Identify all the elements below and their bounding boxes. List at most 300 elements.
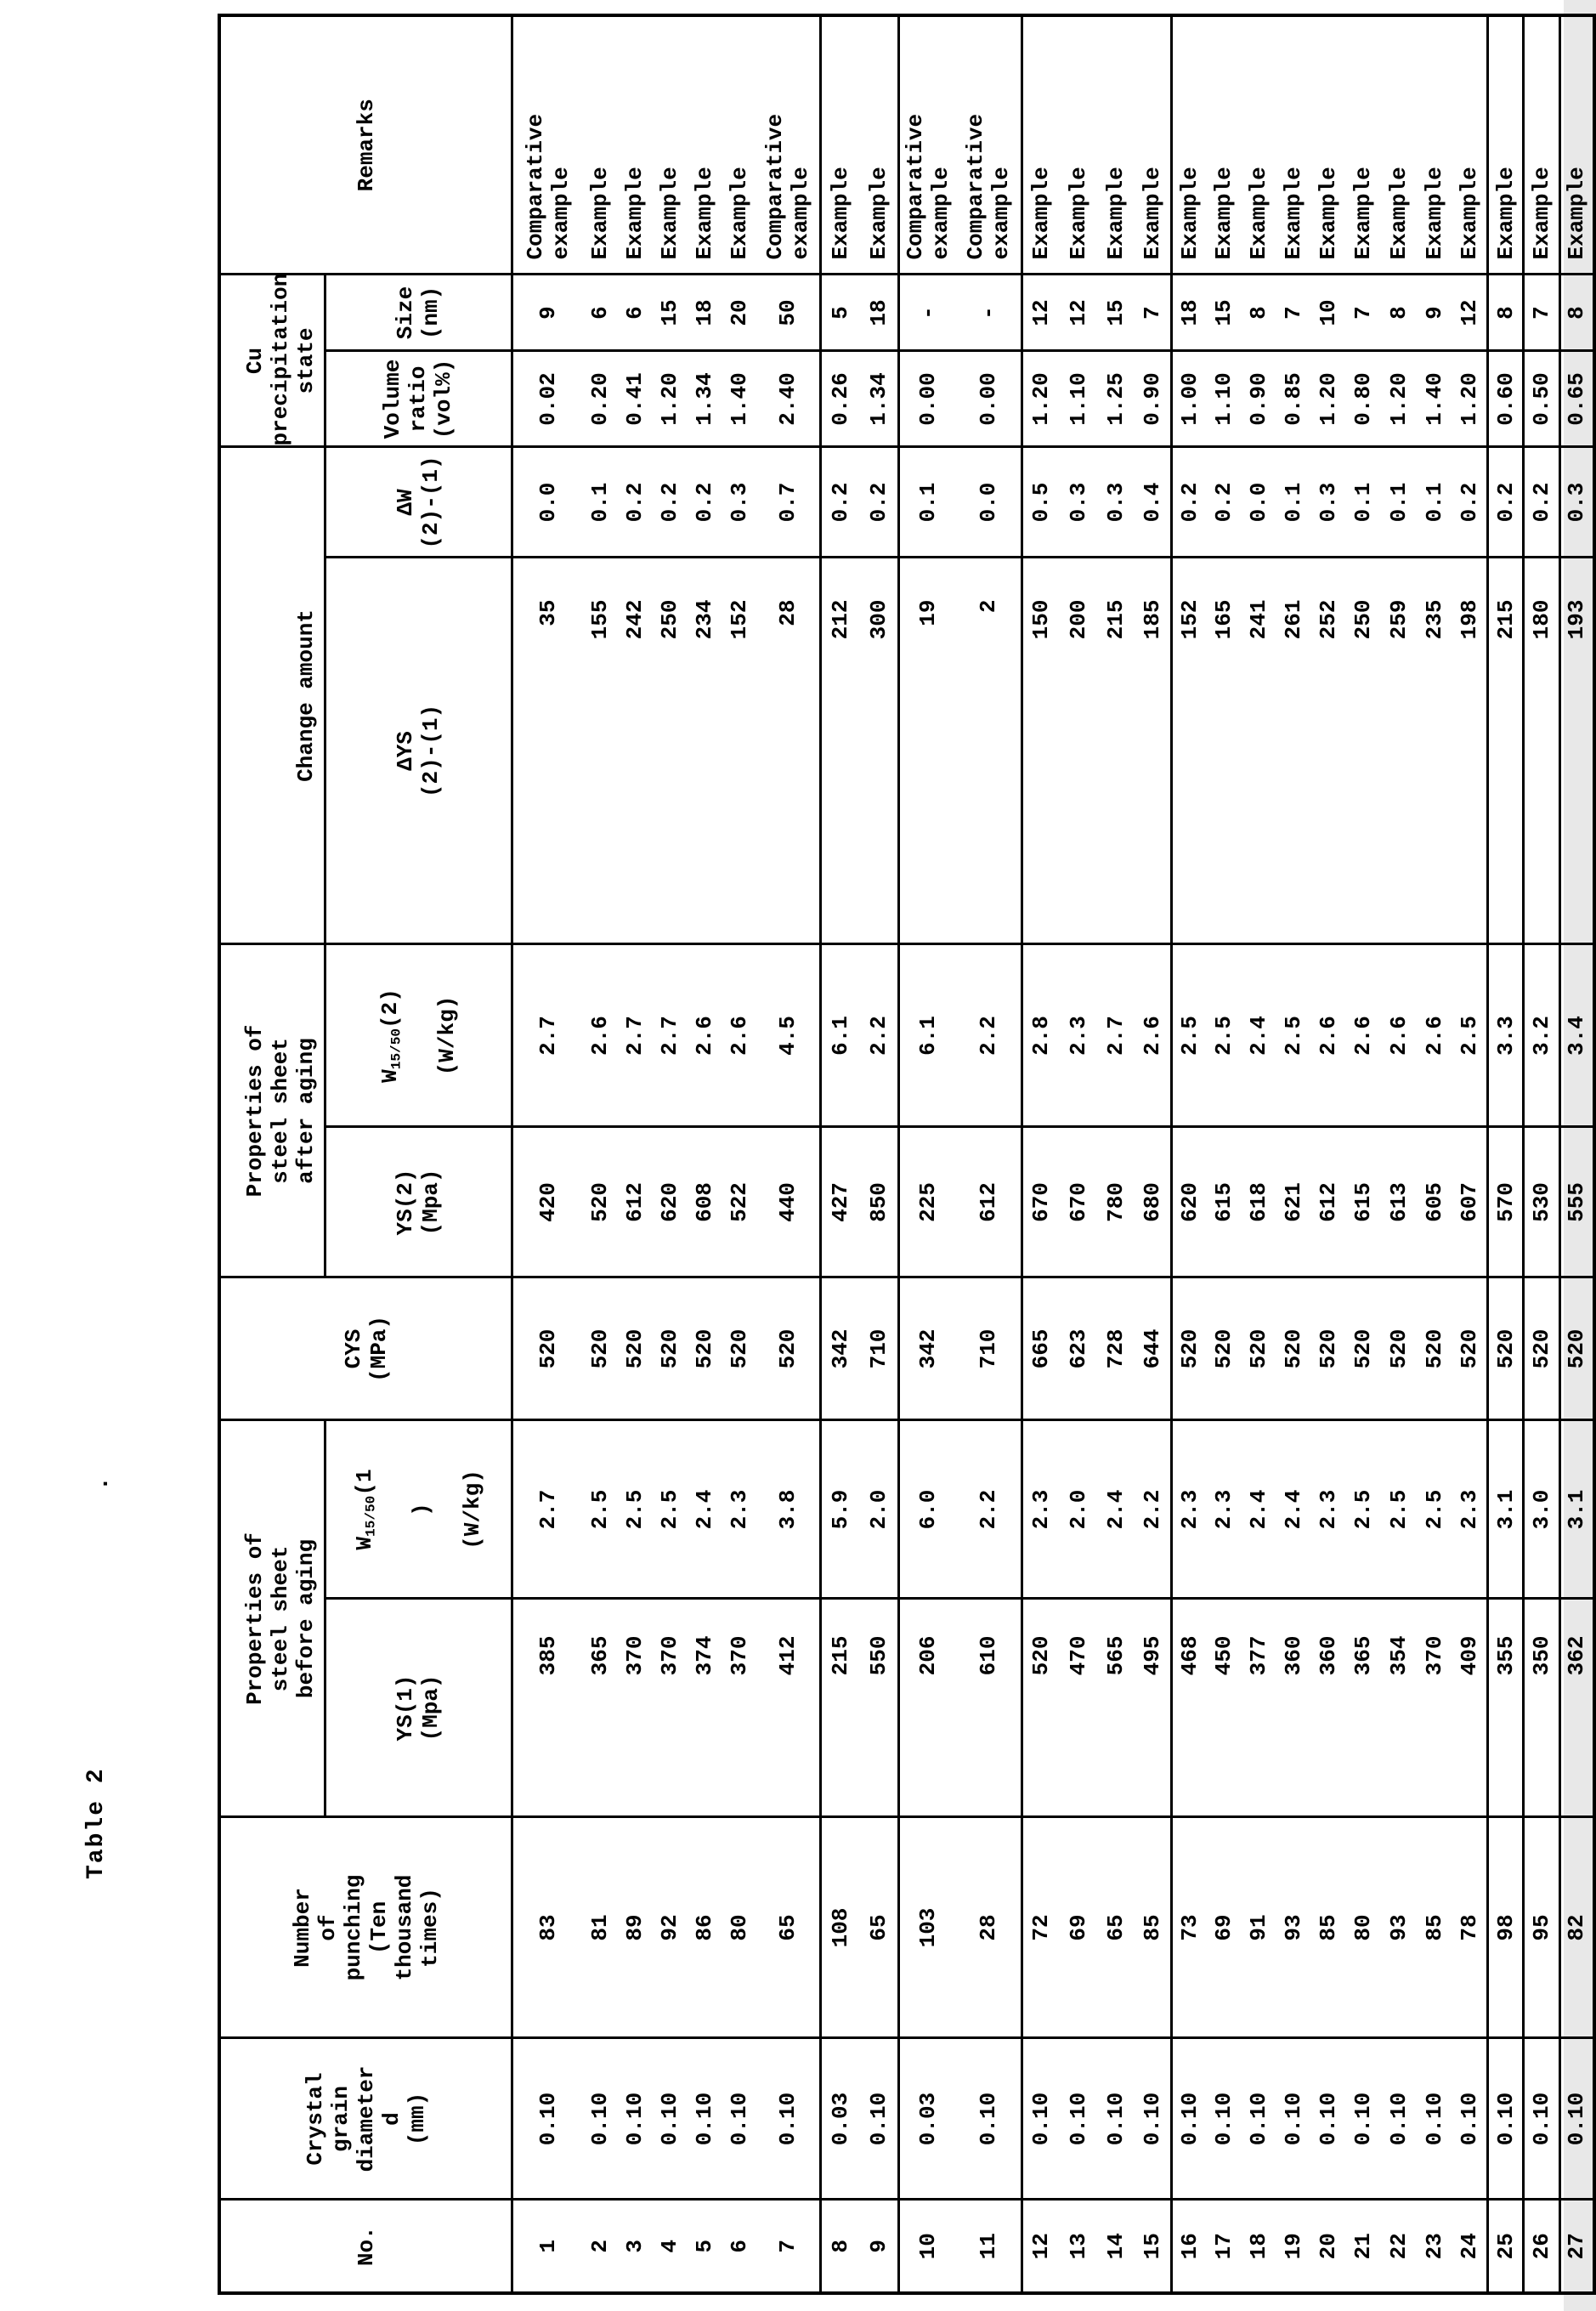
table-cell: 0.85 <box>1276 351 1311 447</box>
table-cell: 520 <box>688 1277 722 1420</box>
table-cell: 73 <box>1172 1817 1207 2038</box>
table-cell: Example <box>1524 15 1560 275</box>
table-cell: 3.1 <box>1488 1420 1524 1599</box>
table-body <box>512 15 1594 2293</box>
table-cell: 193 <box>1560 558 1594 944</box>
table-cell: 0.10 <box>653 2038 688 2200</box>
table-cell: 0.65 <box>1560 351 1594 447</box>
table-cell: 612 <box>957 1127 1022 1277</box>
table-cell: 2.6 <box>1417 944 1452 1127</box>
table-cell: 2.5 <box>1346 1420 1381 1599</box>
table-cell: 522 <box>722 1127 757 1277</box>
table-cell: Example <box>1381 15 1417 275</box>
table-cell: 0.2 <box>821 447 860 558</box>
table-cell: - <box>957 275 1022 351</box>
table-cell: 18 <box>1242 2200 1276 2293</box>
table-cell: 155 <box>583 558 618 944</box>
table-cell: Example <box>1346 15 1381 275</box>
table-cell: 374 <box>688 1599 722 1817</box>
table-cell: 365 <box>1346 1599 1381 1817</box>
table-cell: 27 <box>1560 2200 1594 2293</box>
table-cell: 0.10 <box>1381 2038 1417 2200</box>
table-cell: 665 <box>1022 1277 1060 1420</box>
table-cell: 7 <box>1346 275 1381 351</box>
table-cell: 92 <box>653 1817 688 2038</box>
table-cell: 5 <box>821 275 860 351</box>
table-cell: 7 <box>757 2200 821 2293</box>
table-cell: 5.9 <box>821 1420 860 1599</box>
table-cell: 241 <box>1242 558 1276 944</box>
col-header-ys2: YS(2) (Mpa) <box>325 1127 512 1277</box>
table-cell: 10 <box>899 2200 957 2293</box>
table-cell: 409 <box>1452 1599 1488 1817</box>
table-cell: 19 <box>1276 2200 1311 2293</box>
table-cell: 2.5 <box>1417 1420 1452 1599</box>
col-header-ys1: YS(1) (Mpa) <box>325 1599 512 1817</box>
table-cell: 0.1 <box>1276 447 1311 558</box>
table-cell: 621 <box>1276 1127 1311 1277</box>
table-cell: 2.3 <box>1452 1420 1488 1599</box>
table-cell: 2.4 <box>1242 944 1276 1127</box>
table-cell: 24 <box>1452 2200 1488 2293</box>
table-cell: 2.6 <box>1135 944 1172 1127</box>
table-cell: 0.10 <box>1311 2038 1346 2200</box>
table-row <box>618 15 653 2293</box>
table-cell: 2.5 <box>1452 944 1488 1127</box>
table-cell: 0.0 <box>512 447 583 558</box>
table-cell: 28 <box>957 1817 1022 2038</box>
table-cell: Comparative example <box>957 15 1022 275</box>
table-cell: 2.3 <box>722 1420 757 1599</box>
table-cell: 212 <box>821 558 860 944</box>
table-row <box>722 15 757 2293</box>
col-header-volume-ratio: Volume ratio (vol%) <box>325 351 512 447</box>
table-cell: 152 <box>1172 558 1207 944</box>
table-cell: 520 <box>618 1277 653 1420</box>
w2-header-line2: (W/kg) <box>434 995 460 1076</box>
table-cell: 710 <box>957 1277 1022 1420</box>
table-cell: 15 <box>1135 2200 1172 2293</box>
table-row <box>1207 15 1242 2293</box>
table-cell: 0.60 <box>1488 351 1524 447</box>
table-cell: 2.7 <box>512 944 583 1127</box>
table-cell: 215 <box>1488 558 1524 944</box>
table-cell: 620 <box>1172 1127 1207 1277</box>
table-cell: Example <box>1097 15 1135 275</box>
table-cell: 565 <box>1097 1599 1135 1817</box>
table-cell: 3.3 <box>1488 944 1524 1127</box>
table-cell: Example <box>1022 15 1060 275</box>
table-cell: 150 <box>1022 558 1060 944</box>
table-cell: 15 <box>653 275 688 351</box>
table-cell: 0.10 <box>1452 2038 1488 2200</box>
table-cell: 12 <box>1022 275 1060 351</box>
table-cell: 0.90 <box>1242 351 1276 447</box>
table-cell: 4 <box>653 2200 688 2293</box>
table-cell: 235 <box>1417 558 1452 944</box>
table-cell: 18 <box>688 275 722 351</box>
table-cell: 520 <box>1276 1277 1311 1420</box>
table-cell: 0.10 <box>1242 2038 1276 2200</box>
table-cell: 520 <box>1488 1277 1524 1420</box>
table-cell: 2.3 <box>1172 1420 1207 1599</box>
col-header-remarks: Remarks <box>219 15 512 275</box>
table-cell: 215 <box>1097 558 1135 944</box>
table-cell: 78 <box>1452 1817 1488 2038</box>
table-cell: 623 <box>1060 1277 1097 1420</box>
table-cell: 0.10 <box>722 2038 757 2200</box>
table-cell: 530 <box>1524 1127 1560 1277</box>
table-cell: 26 <box>1524 2200 1560 2293</box>
data-table <box>218 14 1596 2295</box>
group-header-after-aging: Properties of steel sheet after aging <box>219 944 325 1277</box>
table-cell: 259 <box>1381 558 1417 944</box>
table-cell: 81 <box>583 1817 618 2038</box>
table-cell: 495 <box>1135 1599 1172 1817</box>
table-cell: 2.7 <box>1097 944 1135 1127</box>
table-cell: 13 <box>1060 2200 1097 2293</box>
table-cell: 6.0 <box>899 1420 957 1599</box>
table-cell: 2.5 <box>1172 944 1207 1127</box>
table-cell: 65 <box>1097 1817 1135 2038</box>
table-cell: 9 <box>1417 275 1452 351</box>
table-cell: 20 <box>722 275 757 351</box>
table-cell: 0.2 <box>1452 447 1488 558</box>
table-cell: 0.10 <box>957 2038 1022 2200</box>
table-cell: 3.4 <box>1560 944 1594 1127</box>
table-cell: 2.8 <box>1022 944 1060 1127</box>
table-cell: 355 <box>1488 1599 1524 1817</box>
table-cell: 0.3 <box>1097 447 1135 558</box>
table-row <box>653 15 688 2293</box>
table-cell: 354 <box>1381 1599 1417 1817</box>
table-row <box>899 15 957 2293</box>
table-cell: 360 <box>1311 1599 1346 1817</box>
table-cell: Example <box>1276 15 1311 275</box>
table-cell: 470 <box>1060 1599 1097 1817</box>
table-cell: 7 <box>1524 275 1560 351</box>
w2-header-line1: W15/50(2) <box>376 988 404 1083</box>
table-cell: 610 <box>957 1599 1022 1817</box>
table-cell: 86 <box>688 1817 722 2038</box>
table-cell: 2.4 <box>1276 1420 1311 1599</box>
table-cell: 65 <box>757 1817 821 2038</box>
table-cell: 0.2 <box>1524 447 1560 558</box>
table-cell: 0.2 <box>860 447 899 558</box>
table-cell: 215 <box>821 1599 860 1817</box>
table-cell: 440 <box>757 1127 821 1277</box>
table-cell: 93 <box>1381 1817 1417 2038</box>
table-cell: 0.10 <box>1207 2038 1242 2200</box>
table-cell: 108 <box>821 1817 860 2038</box>
table-cell: 612 <box>618 1127 653 1277</box>
col-header-w15-50-1 <box>325 1420 512 1599</box>
table-cell: 0.10 <box>1022 2038 1060 2200</box>
table-cell: 2.5 <box>618 1420 653 1599</box>
table-cell: 1.00 <box>1172 351 1207 447</box>
table-cell: 0.1 <box>1346 447 1381 558</box>
table-cell: 615 <box>1346 1127 1381 1277</box>
table-cell: Comparative example <box>512 15 583 275</box>
header-row-groups <box>219 15 325 2293</box>
table-cell: 520 <box>1524 1277 1560 1420</box>
table-cell: 18 <box>1172 275 1207 351</box>
table-cell: 6 <box>583 275 618 351</box>
table-cell: 780 <box>1097 1127 1135 1277</box>
table-cell: 2.6 <box>688 944 722 1127</box>
table-cell: 200 <box>1060 558 1097 944</box>
table-cell: 0.1 <box>1381 447 1417 558</box>
table-row <box>688 15 722 2293</box>
table-cell: 4.5 <box>757 944 821 1127</box>
table-cell: 3.0 <box>1524 1420 1560 1599</box>
table-cell: Example <box>1172 15 1207 275</box>
table-cell: 520 <box>1022 1599 1060 1817</box>
col-header-crystal-grain-diameter: Crystal grain diameter d (mm) <box>219 2038 512 2200</box>
table-cell: 85 <box>1135 1817 1172 2038</box>
table-cell: 300 <box>860 558 899 944</box>
table-row <box>757 15 821 2293</box>
table-cell: 1.20 <box>1311 351 1346 447</box>
table-cell: 370 <box>722 1599 757 1817</box>
table-cell: 1.20 <box>1381 351 1417 447</box>
table-cell: 15 <box>1207 275 1242 351</box>
w1-header-line3: (W/kg) <box>460 1470 485 1549</box>
table-cell: 0.2 <box>1207 447 1242 558</box>
table-cell: Example <box>1135 15 1172 275</box>
table-cell: 0.10 <box>1488 2038 1524 2200</box>
table-cell: Example <box>1242 15 1276 275</box>
table-cell: 342 <box>821 1277 860 1420</box>
table-cell: 0.03 <box>899 2038 957 2200</box>
table-cell: 98 <box>1488 1817 1524 2038</box>
table-cell: 180 <box>1524 558 1560 944</box>
table-cell: 0.20 <box>583 351 618 447</box>
table-cell: 21 <box>1346 2200 1381 2293</box>
table-cell: 0.10 <box>757 2038 821 2200</box>
table-cell: 377 <box>1242 1599 1276 1817</box>
table-row <box>1022 15 1060 2293</box>
table-cell: 555 <box>1560 1127 1594 1277</box>
table-cell: Example <box>1452 15 1488 275</box>
col-header-delta-w: ΔW (2)-(1) <box>325 447 512 558</box>
table-row <box>1172 15 1207 2293</box>
table-cell: 225 <box>899 1127 957 1277</box>
table-cell: 28 <box>757 558 821 944</box>
table-cell: 85 <box>1417 1817 1452 2038</box>
group-header-change-amount: Change amount <box>219 447 325 944</box>
table-cell: 0.10 <box>688 2038 722 2200</box>
table-cell: 2.5 <box>653 1420 688 1599</box>
table-cell: 0.0 <box>957 447 1022 558</box>
table-cell: 3.8 <box>757 1420 821 1599</box>
table-cell: 520 <box>583 1277 618 1420</box>
table-cell: 7 <box>1135 275 1172 351</box>
table-cell: Example <box>1560 15 1594 275</box>
table-cell: 412 <box>757 1599 821 1817</box>
table-cell: 520 <box>653 1277 688 1420</box>
table-cell: Example <box>583 15 618 275</box>
table-cell: 850 <box>860 1127 899 1277</box>
table-cell: 710 <box>860 1277 899 1420</box>
table-cell: Example <box>1060 15 1097 275</box>
table-cell: 0.10 <box>618 2038 653 2200</box>
table-cell: 520 <box>1242 1277 1276 1420</box>
table-cell: 69 <box>1207 1817 1242 2038</box>
table-cell: 22 <box>1381 2200 1417 2293</box>
table-cell: 2.0 <box>860 1420 899 1599</box>
table-cell: 242 <box>618 558 653 944</box>
table-cell: 0.3 <box>1060 447 1097 558</box>
table-cell: 0.10 <box>1172 2038 1207 2200</box>
table-cell: Example <box>618 15 653 275</box>
table-cell: 1 <box>512 2200 583 2293</box>
table-cell: 14 <box>1097 2200 1135 2293</box>
table-cell: 360 <box>1276 1599 1311 1817</box>
table-cell: 615 <box>1207 1127 1242 1277</box>
table-cell: 612 <box>1311 1127 1346 1277</box>
table-cell: Comparative example <box>757 15 821 275</box>
table-cell: 613 <box>1381 1127 1417 1277</box>
table-cell: 82 <box>1560 1817 1594 2038</box>
table-cell: 0.2 <box>618 447 653 558</box>
table-cell: 3 <box>618 2200 653 2293</box>
table-cell: Example <box>1207 15 1242 275</box>
table-row <box>1417 15 1452 2293</box>
table-cell: 0.3 <box>1311 447 1346 558</box>
table-cell: 520 <box>1311 1277 1346 1420</box>
table-cell: 570 <box>1488 1127 1524 1277</box>
table-cell: 250 <box>653 558 688 944</box>
table-cell: 1.34 <box>860 351 899 447</box>
table-cell: 261 <box>1276 558 1311 944</box>
table-cell: 2.2 <box>957 1420 1022 1599</box>
table-cell: 550 <box>860 1599 899 1817</box>
table-cell: 520 <box>512 1277 583 1420</box>
table-cell: 1.40 <box>1417 351 1452 447</box>
table-cell: 0.4 <box>1135 447 1172 558</box>
table-cell: Example <box>860 15 899 275</box>
table-cell: 0.80 <box>1346 351 1381 447</box>
table-cell: 8 <box>1488 275 1524 351</box>
table-cell: 80 <box>722 1817 757 2038</box>
table-cell: 85 <box>1311 1817 1346 2038</box>
col-header-no: No. <box>219 2200 512 2293</box>
table-cell: 362 <box>1560 1599 1594 1817</box>
table-cell: 0.10 <box>1524 2038 1560 2200</box>
table-cell: 680 <box>1135 1127 1172 1277</box>
table-cell: 0.3 <box>1560 447 1594 558</box>
table-row <box>1276 15 1311 2293</box>
table-cell: 12 <box>1452 275 1488 351</box>
col-header-size: Size (nm) <box>325 275 512 351</box>
table-cell: 91 <box>1242 1817 1276 2038</box>
table-cell: 2.6 <box>1381 944 1417 1127</box>
table-cell: 152 <box>722 558 757 944</box>
table-cell: 0.50 <box>1524 351 1560 447</box>
table-cell: 728 <box>1097 1277 1135 1420</box>
table-cell: 8 <box>1560 275 1594 351</box>
table-cell: 520 <box>1417 1277 1452 1420</box>
table-cell: 0.10 <box>1417 2038 1452 2200</box>
table-cell: 2.4 <box>688 1420 722 1599</box>
table-row <box>1060 15 1097 2293</box>
table-row <box>1452 15 1488 2293</box>
table-cell: 2.7 <box>653 944 688 1127</box>
table-cell: 0.03 <box>821 2038 860 2200</box>
col-header-w15-50-2 <box>325 944 512 1127</box>
table-cell: 370 <box>618 1599 653 1817</box>
w1-header-line2: ) <box>409 1503 434 1516</box>
table-cell: 6 <box>722 2200 757 2293</box>
table-cell: 608 <box>688 1127 722 1277</box>
table-cell: 0.10 <box>1276 2038 1311 2200</box>
table-cell: Example <box>722 15 757 275</box>
table-cell: 2.5 <box>1207 944 1242 1127</box>
table-cell: 1.20 <box>1022 351 1060 447</box>
table-cell: 93 <box>1276 1817 1311 2038</box>
table-cell: 644 <box>1135 1277 1172 1420</box>
table-row <box>1311 15 1346 2293</box>
table-cell: 9 <box>512 275 583 351</box>
table-row <box>1242 15 1276 2293</box>
table-cell: 80 <box>1346 1817 1381 2038</box>
table-row <box>512 15 583 2293</box>
table-cell: 0.2 <box>1172 447 1207 558</box>
table-cell: - <box>899 275 957 351</box>
table-cell: 520 <box>1207 1277 1242 1420</box>
table-cell: Example <box>1488 15 1524 275</box>
table-cell: 2.3 <box>1060 944 1097 1127</box>
table-cell: 2.2 <box>1135 1420 1172 1599</box>
table-cell: 427 <box>821 1127 860 1277</box>
table-cell: 618 <box>1242 1127 1276 1277</box>
table-cell: 1.10 <box>1207 351 1242 447</box>
table-cell: 1.10 <box>1060 351 1097 447</box>
table-cell: 0.3 <box>722 447 757 558</box>
table-cell: 83 <box>512 1817 583 2038</box>
group-header-before-aging: Properties of steel sheet before aging <box>219 1420 325 1817</box>
scan-speck: . <box>88 1476 115 1491</box>
table-cell: 2.2 <box>860 944 899 1127</box>
w2-subscript: 15/50 <box>388 1028 404 1070</box>
table-cell: 2.3 <box>1207 1420 1242 1599</box>
table-cell: 0.41 <box>618 351 653 447</box>
table-cell: 0.2 <box>688 447 722 558</box>
table-cell: 7 <box>1276 275 1311 351</box>
table-row <box>821 15 860 2293</box>
table-row <box>1381 15 1417 2293</box>
table-row <box>1097 15 1135 2293</box>
table-cell: 165 <box>1207 558 1242 944</box>
table-cell: 69 <box>1060 1817 1097 2038</box>
table-cell: 18 <box>860 275 899 351</box>
table-cell: 103 <box>899 1817 957 2038</box>
table-cell: 0.1 <box>1417 447 1452 558</box>
table-cell: 12 <box>1060 275 1097 351</box>
table-cell: 0.10 <box>583 2038 618 2200</box>
table-cell: 11 <box>957 2200 1022 2293</box>
table-cell: 0.10 <box>1346 2038 1381 2200</box>
table-cell: 65 <box>860 1817 899 2038</box>
table-cell: 2.4 <box>1097 1420 1135 1599</box>
table-cell: 520 <box>583 1127 618 1277</box>
table-row <box>1346 15 1381 2293</box>
table-cell: 350 <box>1524 1599 1560 1817</box>
table-cell: 6.1 <box>821 944 860 1127</box>
table-cell: 0.26 <box>821 351 860 447</box>
table-cell: Comparative example <box>899 15 957 275</box>
